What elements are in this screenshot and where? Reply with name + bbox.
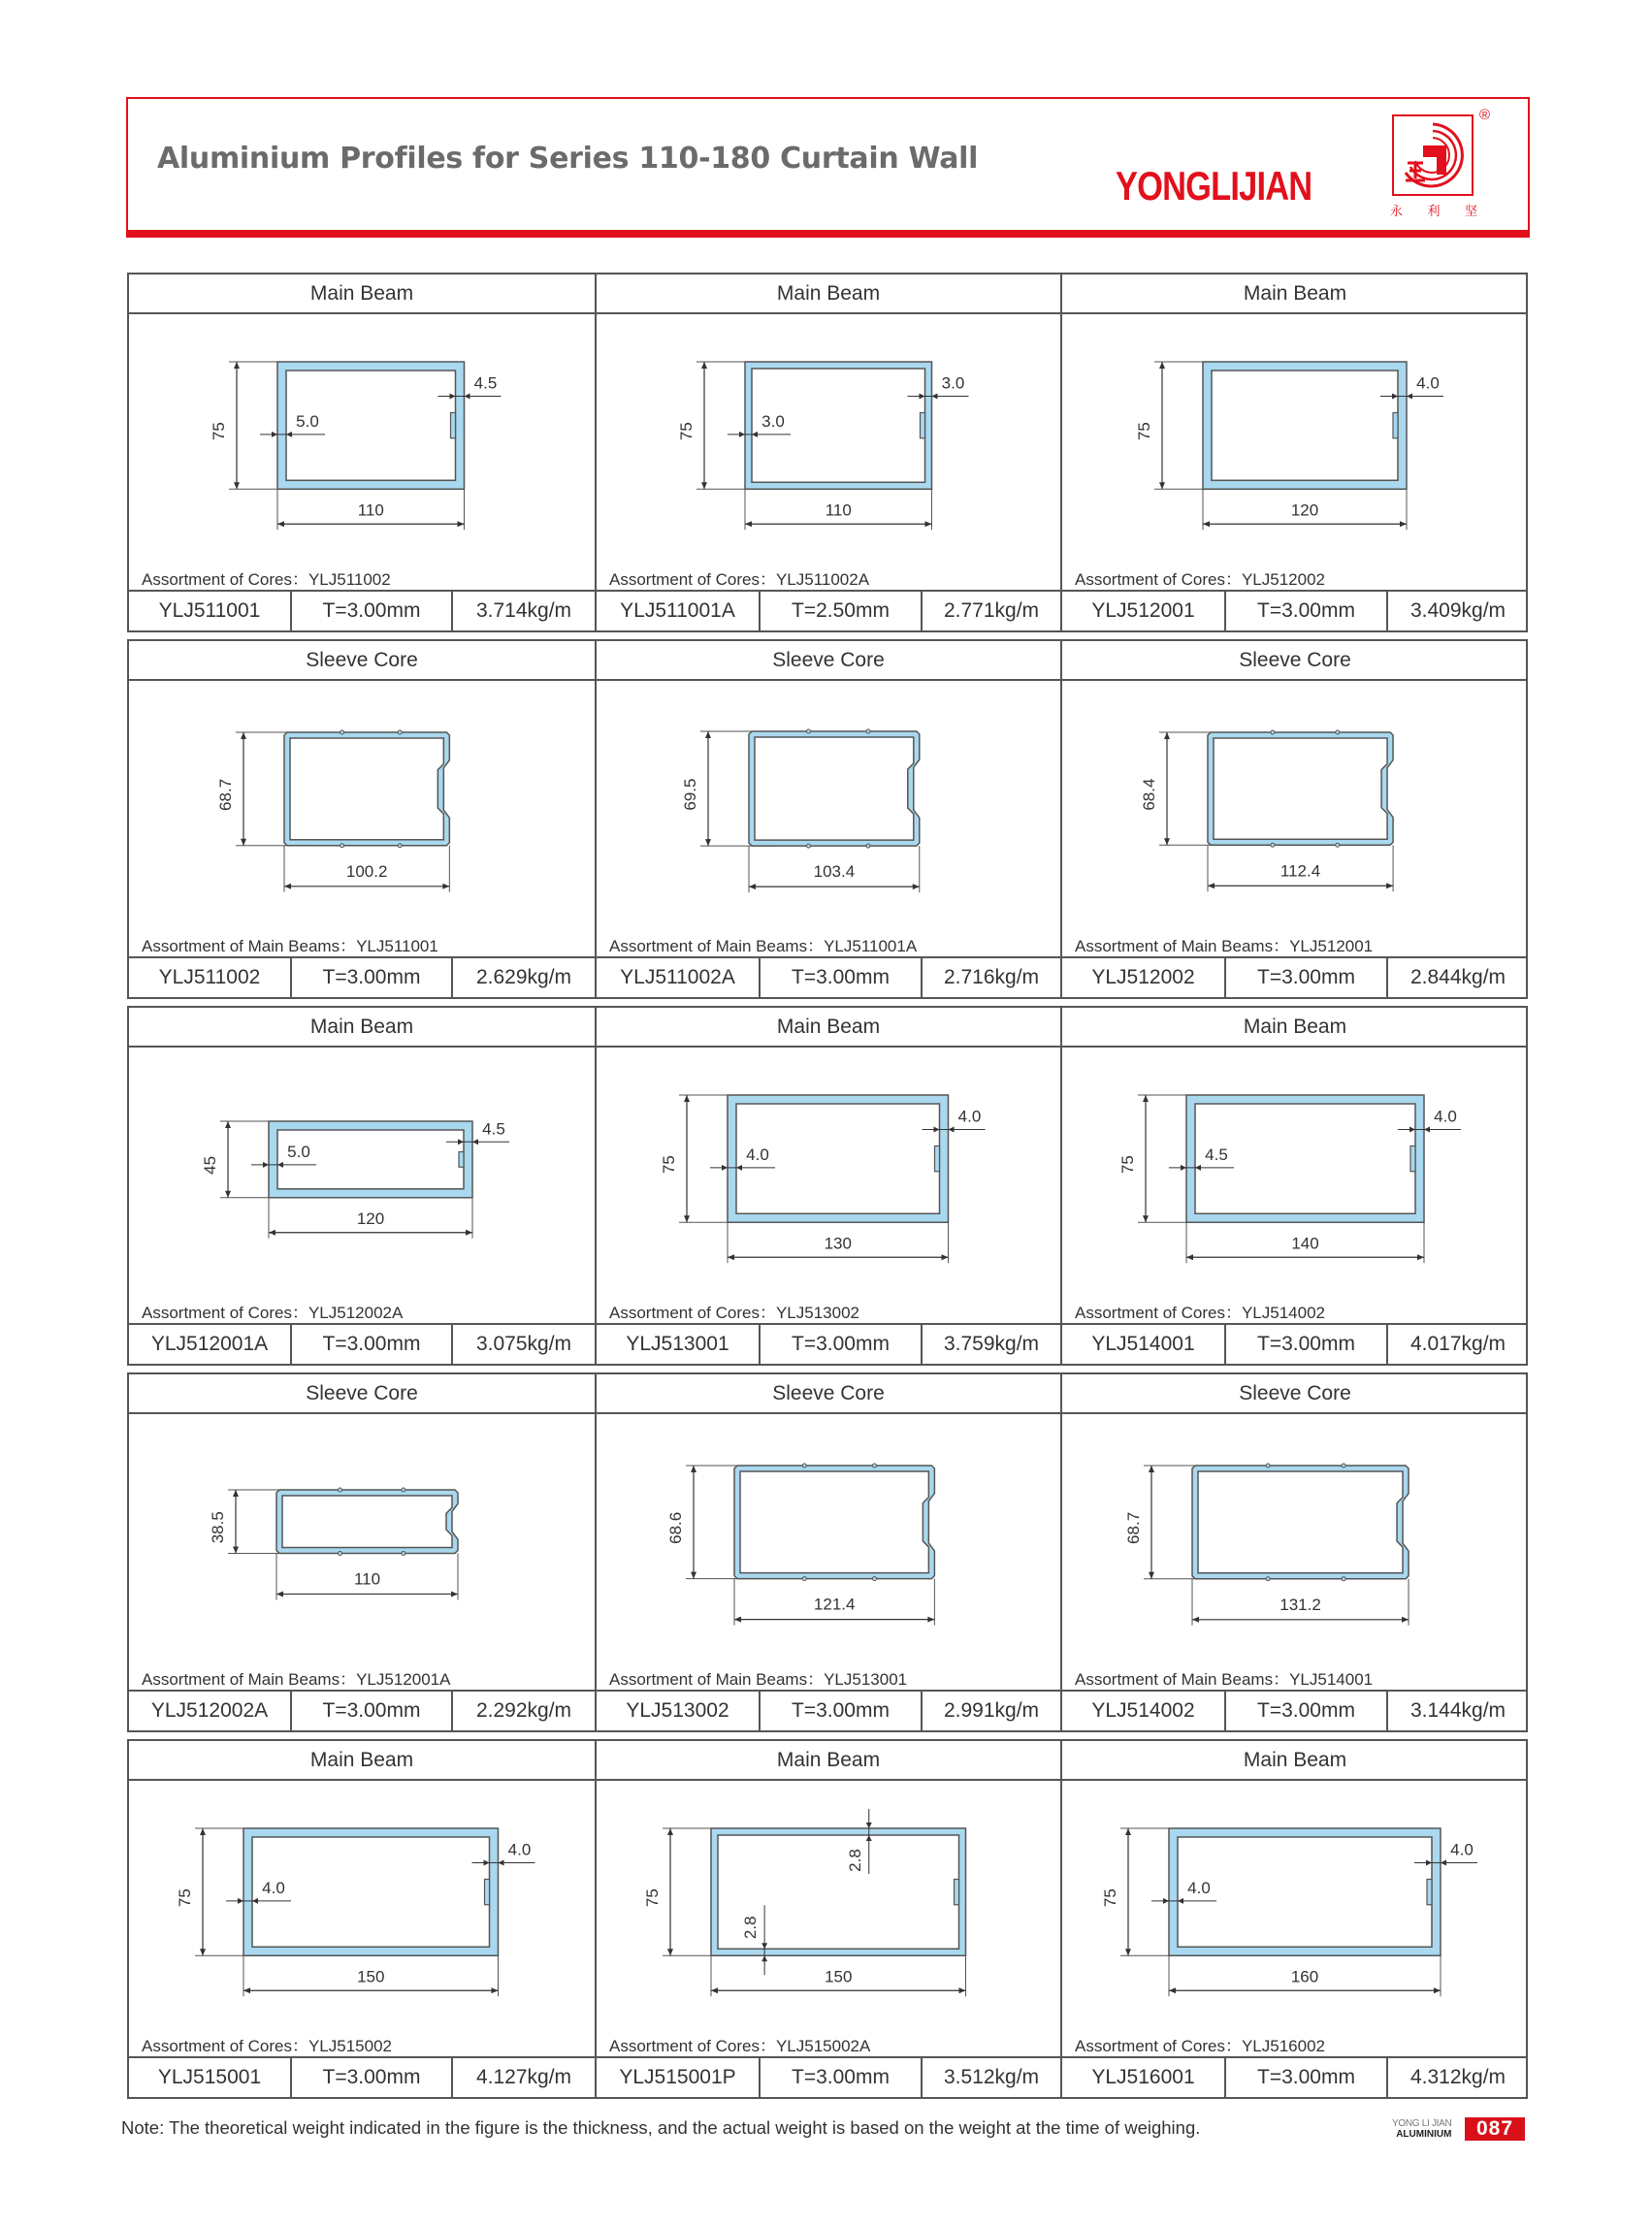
product-code: YLJ512001 [1091,599,1195,622]
spec-row [1062,1323,1528,1364]
product-code: YLJ514002 [1091,1699,1195,1722]
svg-text:2.8: 2.8 [845,1849,864,1872]
unit-weight: 3.714kg/m [451,592,595,630]
unit-weight: 2.991kg/m [921,1692,1060,1730]
spec-row [129,1690,595,1730]
assortment-label: Assortment of Main Beams： [609,937,825,955]
svg-text:2.8: 2.8 [741,1916,761,1940]
profile-cross-section-drawing [597,1048,1060,1290]
svg-text:112.4: 112.4 [1279,861,1321,881]
brand-logo-icon [1392,114,1474,196]
unit-weight: 4.127kg/m [451,2058,595,2097]
main-beam-profile-icon [1062,1048,1528,1290]
assortment-value: YLJ511002A [775,570,870,589]
svg-text:150: 150 [357,1967,385,1986]
assortment-text [1075,2032,1325,2056]
profile-type-heading: Sleeve Core [597,641,1060,681]
footer-brand-line2: ALUMINIUM [1396,2129,1452,2140]
profile-cell [1060,1741,1528,2097]
spec-row [597,1690,1060,1730]
svg-text:5.0: 5.0 [287,1142,310,1161]
wall-thickness: T=3.00mm [1224,2058,1386,2097]
svg-text:4.0: 4.0 [746,1145,769,1164]
profile-cell [595,641,1060,997]
profile-cross-section-drawing [129,1781,595,2023]
assortment-label: Assortment of Cores： [142,2037,308,2055]
assortment-value: YLJ512001 [1289,937,1374,955]
svg-text:75: 75 [1135,422,1153,441]
profile-row-block [127,273,1528,632]
svg-text:103.4: 103.4 [813,862,856,882]
profile-cross-section-drawing [1062,314,1528,557]
product-code: YLJ515001 [157,2066,262,2088]
assortment-label: Assortment of Cores： [609,1304,776,1322]
footer-note: Note: The theoretical weight indicated in the figure is the thickness, and the actual weight is based on the weight at the time of weighing. [121,2117,1201,2138]
assortment-text [142,1665,450,1690]
assortment-text [142,932,438,956]
product-code: YLJ513002 [626,1699,729,1722]
profile-row-block [127,639,1528,999]
svg-text:69.5: 69.5 [681,778,699,811]
profile-type-heading: Sleeve Core [597,1374,1060,1414]
assortment-label: Assortment of Cores： [1075,570,1242,589]
unit-weight: 3.409kg/m [1386,592,1528,630]
profile-cross-section-drawing [129,681,595,923]
spec-row [1062,2056,1528,2097]
assortment-value: YLJ511002 [308,570,391,589]
spec-row [1062,956,1528,997]
brand-char: 利 [1427,205,1441,219]
profile-cell [129,641,595,997]
profile-cross-section-drawing [1062,1781,1528,2023]
svg-text:131.2: 131.2 [1279,1595,1321,1614]
spec-row [597,956,1060,997]
assortment-label: Assortment of Main Beams： [142,1670,357,1689]
assortment-value: YLJ516002 [1241,2037,1325,2055]
svg-text:4.0: 4.0 [1416,373,1440,393]
profile-cross-section-drawing [597,1414,1060,1657]
svg-text:75: 75 [643,1888,662,1908]
wall-thickness: T=3.00mm [759,2058,921,2097]
profile-cell [1060,641,1528,997]
main-beam-profile-icon [129,1781,593,2023]
unit-weight: 3.144kg/m [1386,1692,1528,1730]
spec-row [129,2056,595,2097]
assortment-text [1075,1665,1373,1690]
sleeve-core-profile-icon [1062,681,1528,923]
product-code: YLJ516001 [1091,2066,1195,2088]
profile-type-heading: Main Beam [597,274,1060,314]
profile-type-heading: Main Beam [129,1008,595,1048]
sleeve-core-profile-icon [129,1414,593,1657]
profile-type-heading: Sleeve Core [129,641,595,681]
profile-cell [129,1741,595,2097]
profile-cell [1060,274,1528,630]
unit-weight: 3.759kg/m [921,1325,1060,1364]
profile-type-heading: Main Beam [129,1741,595,1781]
unit-weight: 4.312kg/m [1386,2058,1528,2097]
svg-text:75: 75 [660,1155,678,1175]
main-beam-profile-icon [597,1781,1060,2023]
unit-weight: 2.771kg/m [921,592,1060,630]
assortment-text [609,932,917,956]
unit-weight: 2.716kg/m [921,958,1060,997]
main-beam-profile-icon [597,1048,1060,1290]
svg-text:4.0: 4.0 [1187,1878,1211,1897]
spec-row [597,1323,1060,1364]
assortment-value: YLJ512002 [1241,570,1325,589]
profile-cell [129,274,595,630]
profile-type-heading: Sleeve Core [1062,641,1528,681]
wall-thickness: T=3.00mm [1224,958,1386,997]
unit-weight: 2.844kg/m [1386,958,1528,997]
svg-text:4.5: 4.5 [482,1119,505,1139]
assortment-text [609,1299,859,1323]
wall-thickness: T=3.00mm [290,2058,451,2097]
spec-row [129,590,595,630]
svg-text:4.5: 4.5 [1205,1145,1228,1164]
profile-row-block [127,1372,1528,1732]
profile-cell [129,1008,595,1364]
svg-text:120: 120 [356,1209,385,1228]
profile-cell [595,274,1060,630]
profile-type-heading: Main Beam [129,274,595,314]
brand-char: 永 [1390,205,1404,219]
sleeve-core-profile-icon [1062,1414,1528,1657]
spec-row [1062,1690,1528,1730]
wall-thickness: T=3.00mm [290,1325,451,1364]
assortment-text [1075,932,1373,956]
svg-text:4.0: 4.0 [957,1107,982,1126]
profile-cross-section-drawing [1062,681,1528,923]
svg-text:110: 110 [825,500,852,520]
profile-cell [595,1374,1060,1730]
svg-text:75: 75 [677,422,696,441]
svg-text:100.2: 100.2 [345,861,388,881]
assortment-label: Assortment of Cores： [1075,1304,1242,1322]
page-number-badge: 087 [1465,2117,1525,2141]
svg-text:4.0: 4.0 [1434,1107,1457,1126]
profile-type-heading: Sleeve Core [129,1374,595,1414]
sleeve-core-profile-icon [129,681,593,923]
profile-row-block [127,1739,1528,2099]
assortment-value: YLJ515002A [775,2037,871,2055]
product-code: YLJ515001P [619,2066,736,2088]
assortment-value: YLJ515002 [308,2037,392,2055]
registered-mark: ® [1479,107,1491,123]
spec-row [129,1323,595,1364]
wall-thickness: T=3.00mm [759,1325,921,1364]
svg-text:110: 110 [353,1569,381,1589]
svg-text:3.0: 3.0 [761,411,785,431]
product-code: YLJ511002 [158,966,261,988]
svg-text:5.0: 5.0 [296,411,319,431]
wall-thickness: T=3.00mm [290,592,451,630]
assortment-value: YLJ513001 [824,1670,908,1689]
assortment-label: Assortment of Main Beams： [609,1670,825,1689]
assortment-label: Assortment of Cores： [609,2037,776,2055]
svg-text:75: 75 [176,1888,194,1908]
main-beam-profile-icon [597,314,1060,557]
logo-emblem-icon [1394,116,1472,194]
profile-type-heading: Sleeve Core [1062,1374,1528,1414]
svg-text:4.0: 4.0 [507,1840,532,1859]
profile-cell [129,1374,595,1730]
product-code: YLJ512002A [150,1699,269,1722]
brand-wordmark: YONGLIJIAN [1116,163,1312,209]
footer-brand-line1: YONG LI JIAN [1392,2118,1452,2129]
unit-weight: 3.512kg/m [921,2058,1060,2097]
assortment-text [142,2032,392,2056]
wall-thickness: T=3.00mm [290,958,451,997]
assortment-value: YLJ512001A [356,1670,451,1689]
spec-row [597,2056,1060,2097]
assortment-value: YLJ511001A [824,937,918,955]
profile-cell [595,1741,1060,2097]
profile-type-heading: Main Beam [597,1008,1060,1048]
unit-weight: 4.017kg/m [1386,1325,1528,1364]
wall-thickness: T=3.00mm [759,1692,921,1730]
svg-text:140: 140 [1291,1234,1319,1253]
assortment-label: Assortment of Cores： [1075,2037,1242,2055]
wall-thickness: T=3.00mm [1224,1325,1386,1364]
assortment-text [1075,1299,1325,1323]
profile-type-heading: Main Beam [1062,274,1528,314]
profile-cross-section-drawing [1062,1048,1528,1290]
main-beam-profile-icon [1062,314,1528,557]
assortment-label: Assortment of Cores： [142,570,308,589]
svg-text:110: 110 [357,500,384,520]
assortment-text [609,2032,870,2056]
footer-brand [1392,2118,1451,2140]
product-code: YLJ514001 [1091,1333,1195,1355]
svg-text:150: 150 [825,1967,853,1986]
profile-cell [595,1008,1060,1364]
wall-thickness: T=3.00mm [1224,1692,1386,1730]
sleeve-core-profile-icon [597,1414,1060,1657]
profile-cross-section-drawing [129,314,595,557]
assortment-label: Assortment of Cores： [142,1304,308,1322]
main-beam-profile-icon [1062,1781,1528,2023]
svg-text:68.7: 68.7 [1124,1511,1143,1544]
profile-cell [1060,1008,1528,1364]
svg-text:75: 75 [1101,1888,1119,1908]
spec-row [129,956,595,997]
unit-weight: 2.292kg/m [451,1692,595,1730]
product-code: YLJ511002A [620,966,735,988]
profile-cross-section-drawing [597,681,1060,923]
wall-thickness: T=3.00mm [1224,592,1386,630]
svg-text:75: 75 [210,422,228,441]
svg-text:68.6: 68.6 [666,1511,685,1544]
assortment-text [142,1299,403,1323]
svg-text:38.5: 38.5 [209,1511,227,1544]
assortment-value: YLJ511001 [356,937,438,955]
svg-text:68.4: 68.4 [1140,778,1158,811]
spec-row [1062,590,1528,630]
wall-thickness: T=2.50mm [759,592,921,630]
svg-text:68.7: 68.7 [216,778,235,811]
assortment-value: YLJ513002 [775,1304,859,1322]
header-red-bar [126,230,1530,238]
svg-text:4.0: 4.0 [262,1878,285,1897]
profile-cross-section-drawing [597,1781,1060,2023]
svg-text:130: 130 [824,1234,852,1253]
svg-text:4.5: 4.5 [473,373,498,393]
sleeve-core-profile-icon [597,681,1060,923]
wall-thickness: T=3.00mm [290,1692,451,1730]
profile-cross-section-drawing [129,1414,595,1657]
profile-cross-section-drawing [597,314,1060,557]
product-code: YLJ511001A [620,599,735,622]
page-title: Aluminium Profiles for Series 110-180 Curtain Wall [157,142,979,176]
assortment-text [609,1665,907,1690]
main-beam-profile-icon [129,314,593,557]
brand-char: 坚 [1464,205,1477,219]
spec-row [597,590,1060,630]
product-code: YLJ513001 [626,1333,729,1355]
assortment-text [142,565,391,590]
profile-cross-section-drawing [129,1048,595,1290]
wall-thickness: T=3.00mm [759,958,921,997]
svg-text:121.4: 121.4 [813,1595,856,1614]
unit-weight: 3.075kg/m [451,1325,595,1364]
profile-type-heading: Main Beam [1062,1008,1528,1048]
svg-text:160: 160 [1290,1967,1319,1986]
profile-cross-section-drawing [1062,1414,1528,1657]
svg-text:3.0: 3.0 [941,373,965,393]
assortment-label: Assortment of Main Beams： [1075,1670,1290,1689]
profile-type-heading: Main Beam [597,1741,1060,1781]
assortment-text [609,565,869,590]
profile-cell [1060,1374,1528,1730]
unit-weight: 2.629kg/m [451,958,595,997]
assortment-label: Assortment of Main Beams： [1075,937,1290,955]
product-code: YLJ511001 [158,599,261,622]
assortment-value: YLJ512002A [308,1304,404,1322]
assortment-value: YLJ514002 [1241,1304,1325,1322]
svg-text:75: 75 [1118,1155,1137,1175]
assortment-label: Assortment of Main Beams： [142,937,357,955]
product-code: YLJ512002 [1091,966,1195,988]
svg-text:120: 120 [1290,500,1319,520]
profile-type-heading: Main Beam [1062,1741,1528,1781]
brand-chinese-chars [1390,201,1477,219]
product-code: YLJ512001A [150,1333,269,1355]
svg-text:45: 45 [201,1155,219,1175]
assortment-text [1075,565,1325,590]
main-beam-profile-icon [129,1048,593,1290]
assortment-value: YLJ514001 [1289,1670,1374,1689]
assortment-label: Assortment of Cores： [609,570,776,589]
profile-row-block [127,1006,1528,1366]
svg-text:4.0: 4.0 [1450,1840,1474,1859]
